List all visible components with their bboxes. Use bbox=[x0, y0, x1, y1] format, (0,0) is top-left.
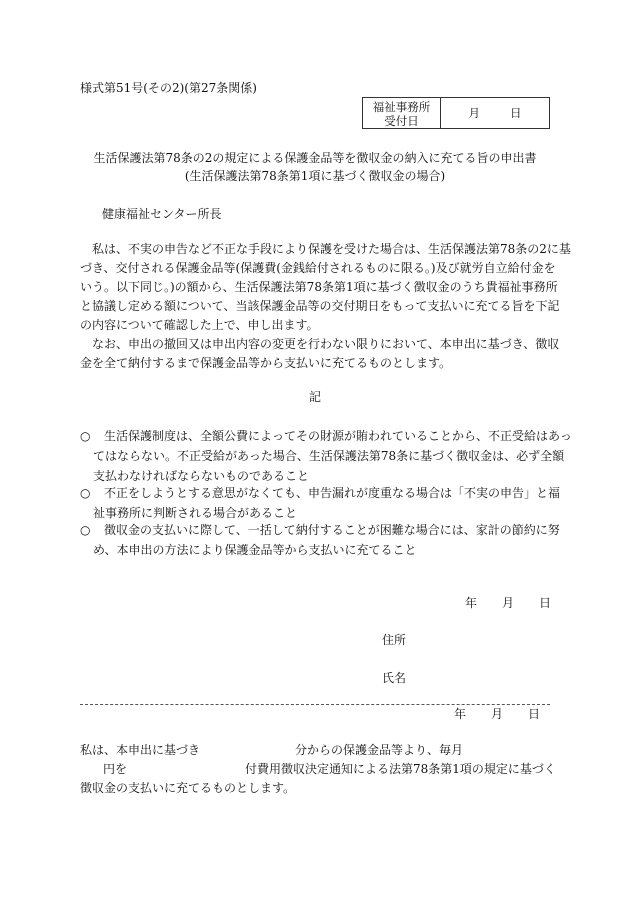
reception-date-label bbox=[363, 98, 441, 128]
year-label: 年 bbox=[454, 707, 467, 721]
circle-bullet-icon: ○ bbox=[80, 523, 91, 537]
note-paragraph bbox=[80, 335, 560, 373]
item-text: 生活保護制度は、全額公費によってその財源が賄われていることから、不正受給はあっ bbox=[104, 429, 572, 443]
month-label: 月 bbox=[491, 707, 504, 721]
reception-month-label: 月 bbox=[468, 106, 480, 120]
decision-text: 円を bbox=[103, 762, 128, 776]
decision-date-field[interactable] bbox=[454, 707, 540, 722]
decision-text: 付費用徴収決定通知による法第78条第1項の規定に基づく bbox=[245, 762, 556, 776]
item-text: 徴収金の支払いに際して、一括して納付することが困難な場合には、家計の節約に努 bbox=[104, 523, 560, 537]
application-date-field[interactable] bbox=[465, 596, 551, 611]
reception-date-field[interactable] bbox=[441, 98, 549, 128]
confirmation-item bbox=[80, 520, 560, 560]
title-line1: 生活保護法第78条の2の規定による保護金品等を徴収金の納入に充てる旨の申出書 bbox=[93, 151, 537, 165]
note-line: なお、申出の撤回又は申出内容の変更を行わない限りにおいて、本申出に基づき、徴収 bbox=[80, 337, 560, 351]
item-text: 不正をしようとする意思がなくても、申告漏れが度重なる場合は「不実の申告」と福 bbox=[104, 486, 561, 500]
reception-label-line2: 受付日 bbox=[384, 114, 419, 128]
confirmation-item bbox=[80, 426, 572, 486]
item-text: 支払わなければならないものであること bbox=[93, 469, 310, 483]
note-line: 金を全て納付するまで保護金品等から支払いに充てるものとします。 bbox=[80, 356, 452, 370]
decision-statement bbox=[80, 741, 560, 798]
declaration-paragraph bbox=[80, 240, 571, 335]
addressee: 健康福祉センター所長 bbox=[102, 207, 222, 221]
name-label: 氏名 bbox=[382, 671, 407, 685]
day-label: 日 bbox=[528, 707, 541, 721]
circle-bullet-icon: ○ bbox=[80, 486, 91, 500]
declaration-line: と協議し定める額について、当該保護金品等の交付期日をもって支払いに充てる旨を下記 bbox=[80, 299, 560, 313]
reception-label-line1: 福祉事務所 bbox=[372, 100, 431, 114]
address-label: 住所 bbox=[382, 633, 407, 647]
day-label: 日 bbox=[539, 596, 552, 610]
declaration-line: づき、交付される保護金品等(保護費(金銭給付されるものに限る。)及び就労自立給付金を bbox=[80, 261, 556, 275]
declaration-line: 私は、不実の申告など不正な手段により保護を受けた場合は、生活保護法第78条の2に基 bbox=[80, 242, 571, 256]
title-line2: (生活保護法第78条第1項に基づく徴収金の場合) bbox=[184, 169, 446, 183]
reception-date-box bbox=[362, 97, 550, 129]
circle-bullet-icon: ○ bbox=[80, 429, 91, 443]
decision-text: 徴収金の支払いに充てるものとします。 bbox=[80, 781, 296, 795]
item-text: 祉事務所に判断される場合があること bbox=[93, 506, 298, 520]
ki-heading: 記 bbox=[308, 390, 321, 404]
document-title bbox=[0, 149, 630, 185]
form-number: 様式第51号(その2)(第27条関係) bbox=[80, 81, 257, 95]
reception-day-label: 日 bbox=[510, 106, 522, 120]
declaration-line: いう。以下同じ。)の額から、生活保護法第78条第1項に基づく徴収金のうち貴福祉事務所 bbox=[80, 280, 558, 294]
confirmation-item bbox=[80, 483, 561, 523]
year-label: 年 bbox=[465, 596, 478, 610]
decision-text: 分からの保護金品等より、毎月 bbox=[295, 743, 464, 757]
item-text: め、本申出の方法により保護金品等から支払いに充てること bbox=[93, 543, 417, 557]
cut-line-divider bbox=[80, 704, 550, 705]
month-label: 月 bbox=[502, 596, 515, 610]
item-text: てはならない。不正受給があった場合、生活保護法第78条に基づく徴収金は、必ず全額 bbox=[93, 449, 565, 463]
declaration-line: の内容について確認した上で、申し出ます。 bbox=[80, 318, 319, 332]
decision-text: 私は、本申出に基づき bbox=[80, 743, 201, 757]
